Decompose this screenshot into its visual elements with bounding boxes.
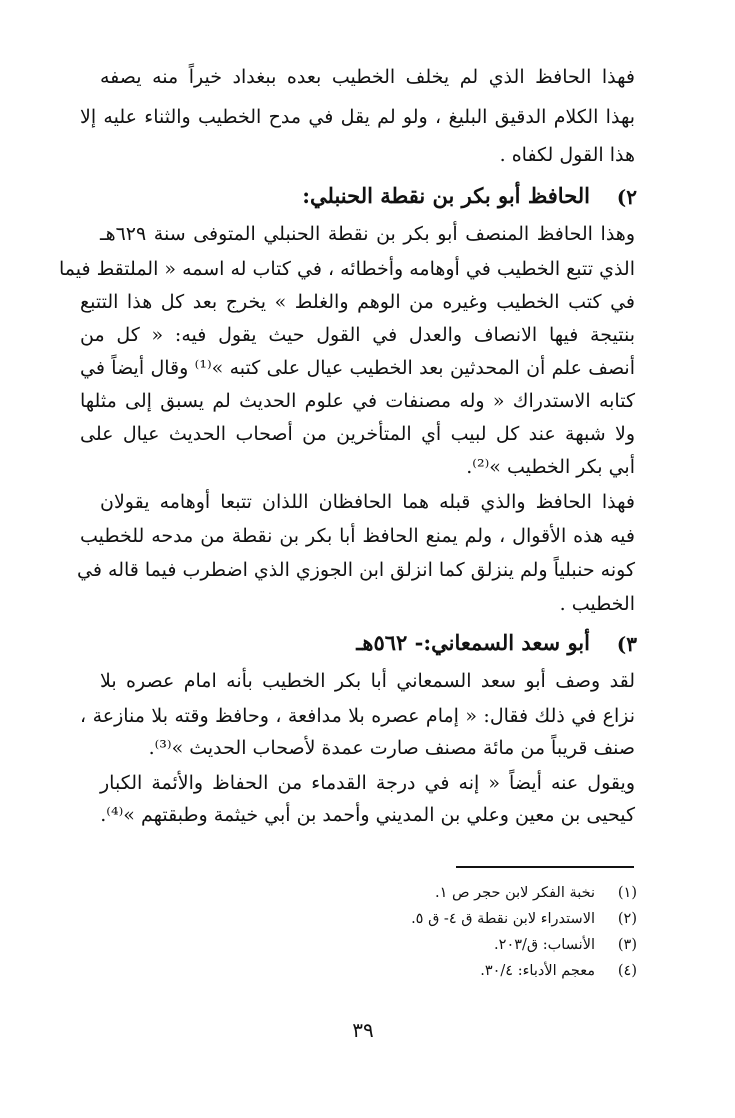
paragraph-line: فهذا الحافظ والذي قبله هما الحافظان اللذان تتبعا أوهامه يقولان bbox=[100, 491, 635, 513]
section-number: ٢) bbox=[616, 185, 637, 209]
paragraph-line: صنف قريباً من مائة مصنف صارت عمدة لأصحاب الحديث »⁽³⁾. bbox=[148, 737, 635, 759]
footnote-separator bbox=[456, 866, 634, 868]
footnote-number: (٢) bbox=[617, 911, 637, 927]
paragraph-line: فهذا الحافظ الذي لم يخلف الخطيب بعده ببغداد خيراً منه يصفه bbox=[100, 66, 635, 88]
paragraph-line: أنصف علم أن المحدثين بعد الخطيب عيال على كتبه »⁽¹⁾ وقال أيضاً في bbox=[80, 357, 636, 379]
paragraph-line: فيه هذه الأقوال ، ولم يمنع الحافظ أبا بكر بن نقطة من مدحه للخطيب bbox=[80, 525, 635, 547]
footnote-text: الاستدراء لابن نقطة ق ٤- ق ٥. bbox=[411, 911, 595, 927]
section-heading: الحافظ أبو بكر بن نقطة الحنبلي: bbox=[302, 183, 590, 208]
paragraph-line: الخطيب . bbox=[559, 593, 635, 615]
page-number: ٣٩ bbox=[352, 1018, 374, 1042]
paragraph-line: هذا القول لكفاه . bbox=[499, 144, 635, 166]
paragraph-line: كيحيى بن معين وعلي بن المديني وأحمد بن أبي خيثمة وطبقتهم »⁽⁴⁾. bbox=[100, 804, 635, 826]
footnote-text: الأنساب: ق/٢٠٣. bbox=[494, 937, 595, 953]
footnote-number: (٣) bbox=[617, 937, 637, 953]
paragraph-line: بنتيجة فيها الانصاف والعدل في القول حيث يقول فيه: « كل من bbox=[80, 324, 635, 346]
footnote-text: نخبة الفكر لابن حجر ص ١. bbox=[435, 885, 595, 901]
section-number: ٣) bbox=[616, 632, 637, 656]
footnote-number: (٤) bbox=[617, 963, 637, 979]
paragraph-line: لقد وصف أبو سعد السمعاني أبا بكر الخطيب بأنه امام عصره بلا bbox=[100, 670, 635, 692]
paragraph-line: بهذا الكلام الدقيق البليغ ، ولو لم يقل في مدح الخطيب والثناء عليه إلا bbox=[80, 106, 635, 128]
footnote-text: معجم الأدباء: ٣٠/٤. bbox=[480, 963, 595, 979]
paragraph-line: أبي بكر الخطيب »⁽²⁾. bbox=[466, 456, 635, 478]
paragraph-line: كتابه الاستدراك « وله مصنفات في علوم الحديث لم يسبق إلى مثلها bbox=[80, 390, 635, 412]
footnote-number: (١) bbox=[617, 885, 637, 901]
paragraph-line: الذي تتبع الخطيب في أوهامه وأخطائه ، في كتاب له اسمه « الملتقط فيما bbox=[59, 258, 635, 280]
paragraph-line: ولا شبهة عند كل لبيب أي المتأخرين من أصحاب الحديث عيال على bbox=[80, 423, 635, 445]
paragraph-line: وهذا الحافظ المنصف أبو بكر بن نقطة الحنبلي المتوفى سنة ٦٢٩هـ bbox=[100, 223, 635, 245]
paragraph-line: كونه حنبلياً ولم ينزلق كما انزلق ابن الجوزي الذي اضطرب فيما قاله في bbox=[77, 559, 635, 581]
paragraph-line: ويقول عنه أيضاً « إنه في درجة القدماء من الحفاظ والأئمة الكبار bbox=[100, 772, 635, 794]
paragraph-line: في كتب الخطيب وغيره من الوهم والغلط » يخرج بعد كل هذا التتبع bbox=[80, 291, 635, 313]
section-heading: أبو سعد السمعاني:- ٥٦٢هـ bbox=[356, 630, 590, 655]
paragraph-line: نزاع في ذلك فقال: « إمام عصره بلا مدافعة ، وحافظ وقته بلا منازعة ، bbox=[80, 705, 635, 727]
